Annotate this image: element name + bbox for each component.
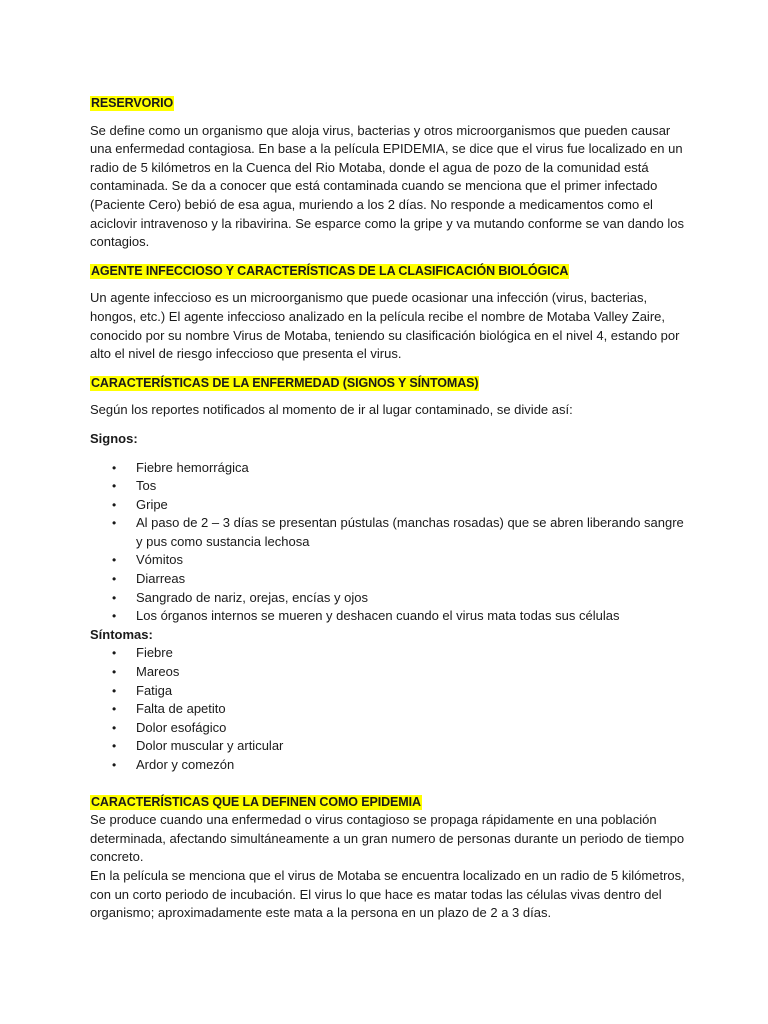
bullet-icon: • [112, 702, 117, 717]
list-item [90, 719, 690, 738]
bullet-icon: • [112, 479, 117, 494]
bullet-icon: • [112, 553, 117, 568]
list-item-text: Mareos [136, 664, 180, 680]
paragraph-agente: Un agente infeccioso es un microorganismo que puede ocasionar una infección (virus, bacterias, hongos, etc.) El agente infeccioso analizado en la película recibe el nombre de Motaba Valley Zaire, conocido por su nombre Virus de Motaba, teniendo su clasificación biológica en el nivel 4, estando por alto el nivel de riesgo infeccioso que presenta el virus. [90, 290, 680, 362]
list-item [90, 663, 690, 682]
signos-list [90, 459, 690, 626]
list-item-text: Gripe [136, 496, 168, 512]
bullet-icon: • [112, 665, 117, 680]
list-item-text: Diarreas [136, 571, 186, 587]
list-item [90, 737, 690, 756]
heading-caracteristicas: CARACTERÍSTICAS DE LA ENFERMEDAD (SIGNOS Y SÍNTOMAS) [91, 375, 479, 390]
list-item [90, 589, 690, 608]
list-item [90, 459, 690, 478]
list-item-text: Dolor esofágico [136, 719, 227, 735]
list-item-text: Fiebre [136, 645, 173, 661]
list-item-text: Falta de apetito [136, 701, 226, 717]
list-item-text: Fatiga [136, 682, 173, 698]
bullet-icon: • [112, 590, 117, 605]
bullet-icon: • [112, 572, 117, 587]
bullet-icon: • [112, 516, 117, 531]
heading-reservorio: RESERVORIO [91, 96, 174, 110]
list-item-text: Dolor muscular y articular [136, 738, 284, 754]
list-item [90, 682, 690, 701]
bullet-icon: • [112, 609, 117, 624]
sintomas-label: Síntomas: [90, 626, 153, 642]
list-item-text: Vómitos [136, 552, 183, 568]
list-item [90, 607, 690, 626]
paragraph-epidemia-2: En la película se menciona que el virus de Motaba se encuentra localizado en un radio de 5 kilómetros, con un corto periodo de incubación. El virus lo que hace es matar todas las células vivas dentro del organismo; aproximadamente este mata a la persona en un plazo de 2 a 3 días. [90, 867, 685, 921]
list-item [90, 477, 690, 496]
paragraph-epidemia-1: Se produce cuando una enfermedad o virus contagioso se propaga rápidamente en una población determinada, afectando simultáneamente a un gran numero de personas durante un periodo de tiempo concreto. [90, 812, 685, 865]
bullet-icon: • [112, 720, 117, 735]
list-item [90, 551, 690, 570]
heading-agente: AGENTE INFECCIOSO Y CARACTERÍSTICAS DE LA CLASIFICACIÓN BIOLÓGICA [91, 263, 569, 278]
list-item [90, 756, 690, 775]
bullet-icon: • [112, 646, 117, 661]
sintomas-list [90, 644, 690, 774]
bullet-icon: • [112, 758, 117, 772]
signos-label: Signos: [90, 430, 138, 446]
list-item [90, 514, 690, 551]
list-item [90, 496, 690, 515]
paragraph-reservorio: Se define como un organismo que aloja virus, bacterias y otros microorganismos que pueden causar una enfermedad contagiosa. En base a la película EPIDEMIA, se dice que el virus fue localizado en un radio de 5 kilómetros en la Cuenca del Rio Motaba, donde el agua de pozo de la comunidad está contaminada. Se da a conocer que está contaminada cuando se menciona que el primer infectado (Paciente Cero) bebió de esa agua, muriendo a los 2 días. No responde a medicamentos como el aciclovir intravenoso y la ribavirina. Se esparce como la gripe y va mutando conforme se van dando los contagios. [90, 122, 684, 250]
bullet-icon: • [112, 497, 117, 512]
paragraph-intro: Según los reportes notificados al momento de ir al lugar contaminado, se divide así: [90, 402, 573, 418]
section-caracteristicas [90, 374, 690, 775]
section-epidemia [90, 793, 690, 923]
bullet-icon: • [112, 739, 117, 754]
list-item-text: Sangrado de nariz, orejas, encías y ojos [136, 589, 368, 605]
list-item [90, 570, 690, 589]
document-page [90, 94, 690, 923]
bullet-icon: • [112, 683, 117, 698]
list-item-text: Ardor y comezón [136, 757, 235, 772]
list-item-text: Tos [136, 478, 157, 494]
section-reservorio [90, 94, 690, 252]
list-item-text: Al paso de 2 – 3 días se presentan pústulas (manchas rosadas) que se abren liberando sangre y pus como sustancia lechosa [136, 515, 684, 549]
list-item-text: Fiebre hemorrágica [136, 459, 249, 475]
list-item-text: Los órganos internos se mueren y deshacen cuando el virus mata todas sus células [136, 608, 620, 624]
bullet-icon: • [112, 460, 117, 475]
heading-epidemia: CARACTERÍSTICAS QUE LA DEFINEN COMO EPIDEMIA [91, 794, 421, 809]
section-agente [90, 262, 690, 364]
list-item [90, 644, 690, 663]
list-item [90, 700, 690, 719]
